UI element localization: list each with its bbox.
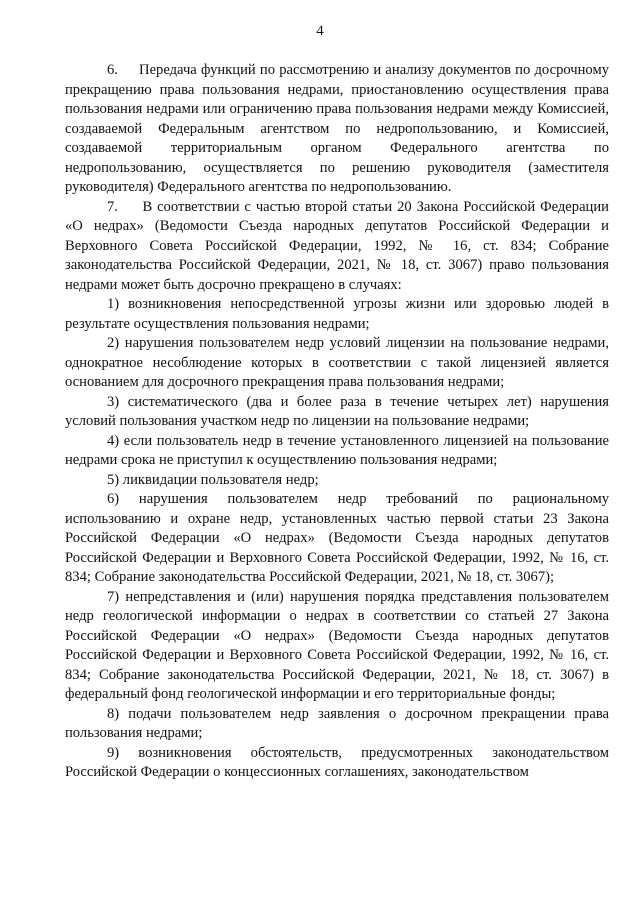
list-item-1: 1) возникновения непосредственной угрозы жизни или здоровью людей в результате осуществления пользования недрами; bbox=[65, 296, 609, 332]
list-item-4: 4) если пользователь недр в течение установленного лицензией на пользование недрами срока не приступил к осуществлению пользования недрами; bbox=[65, 432, 609, 468]
paragraph-6: 6. Передача функций по рассмотрению и анализу документов по досрочному прекращению права пользования недрами, приостановлению осуществления права пользования недрами или ограничению права пользования недрами между Комиссией, создаваемой Федеральным агентством по недропользованию, и Комиссией, создаваемой территориальным органом Федерального агентства по недропользованию, осуществляется по решению руководителя (заместителя руководителя) Федерального агентства по недропользованию. bbox=[65, 62, 609, 195]
document-body bbox=[65, 61, 609, 783]
list-item-3: 3) систематического (два и более раза в течение четырех лет) нарушения условий пользования участком недр по лицензии на пользование недрами; bbox=[65, 393, 609, 429]
list-item-9: 9) возникновения обстоятельств, предусмотренных законодательством Российской Федерации о концессионных соглашениях, законодательством bbox=[65, 744, 609, 780]
list-item-5: 5) ликвидации пользователя недр; bbox=[107, 471, 319, 488]
page-number: 4 bbox=[316, 23, 324, 39]
list-item-2: 2) нарушения пользователем недр условий лицензии на пользование недрами, однократное несоблюдение которых в соответствии с такой лицензией является основанием для досрочного прекращения права пользования недрами; bbox=[65, 335, 609, 390]
list-item-8: 8) подачи пользователем недр заявления о досрочном прекращении права пользования недрами; bbox=[65, 705, 609, 741]
paragraph-7: 7. В соответствии с частью второй статьи 20 Закона Российской Федерации «О недрах» (Ведомости Съезда народных депутатов Российской Федерации и Верховного Совета Российской Федерации, 1992, № 16, ст. 834; Собрание законодательства Российской Федерации, 2021, № 18, ст. 3067) право пользования недрами может быть досрочно прекращено в случаях: bbox=[65, 198, 609, 293]
list-item-7: 7) непредставления и (или) нарушения порядка представления пользователем недр геологической информации о недрах в соответствии со статьей 27 Закона Российской Федерации «О недрах» (Ведомости Съезда народных депутатов Российской Федерации и Верховного Совета Российской Федерации, 1992, № 16, ст. 834; Собрание законодательства Российской Федерации, 2021, № 18, ст. 3067) в федеральный фонд геологической информации и его территориальные фонды; bbox=[65, 588, 609, 702]
list-item-6: 6) нарушения пользователем недр требований по рациональному использованию и охране недр, установленных частью первой статьи 23 Закона Российской Федерации «О недрах» (Ведомости Съезда народных депутатов Российской Федерации и Верховного Совета Российской Федерации, 1992, № 16, ст. 834; Собрание законодательства Российской Федерации, 2021, № 18, ст. 3067); bbox=[65, 491, 609, 585]
